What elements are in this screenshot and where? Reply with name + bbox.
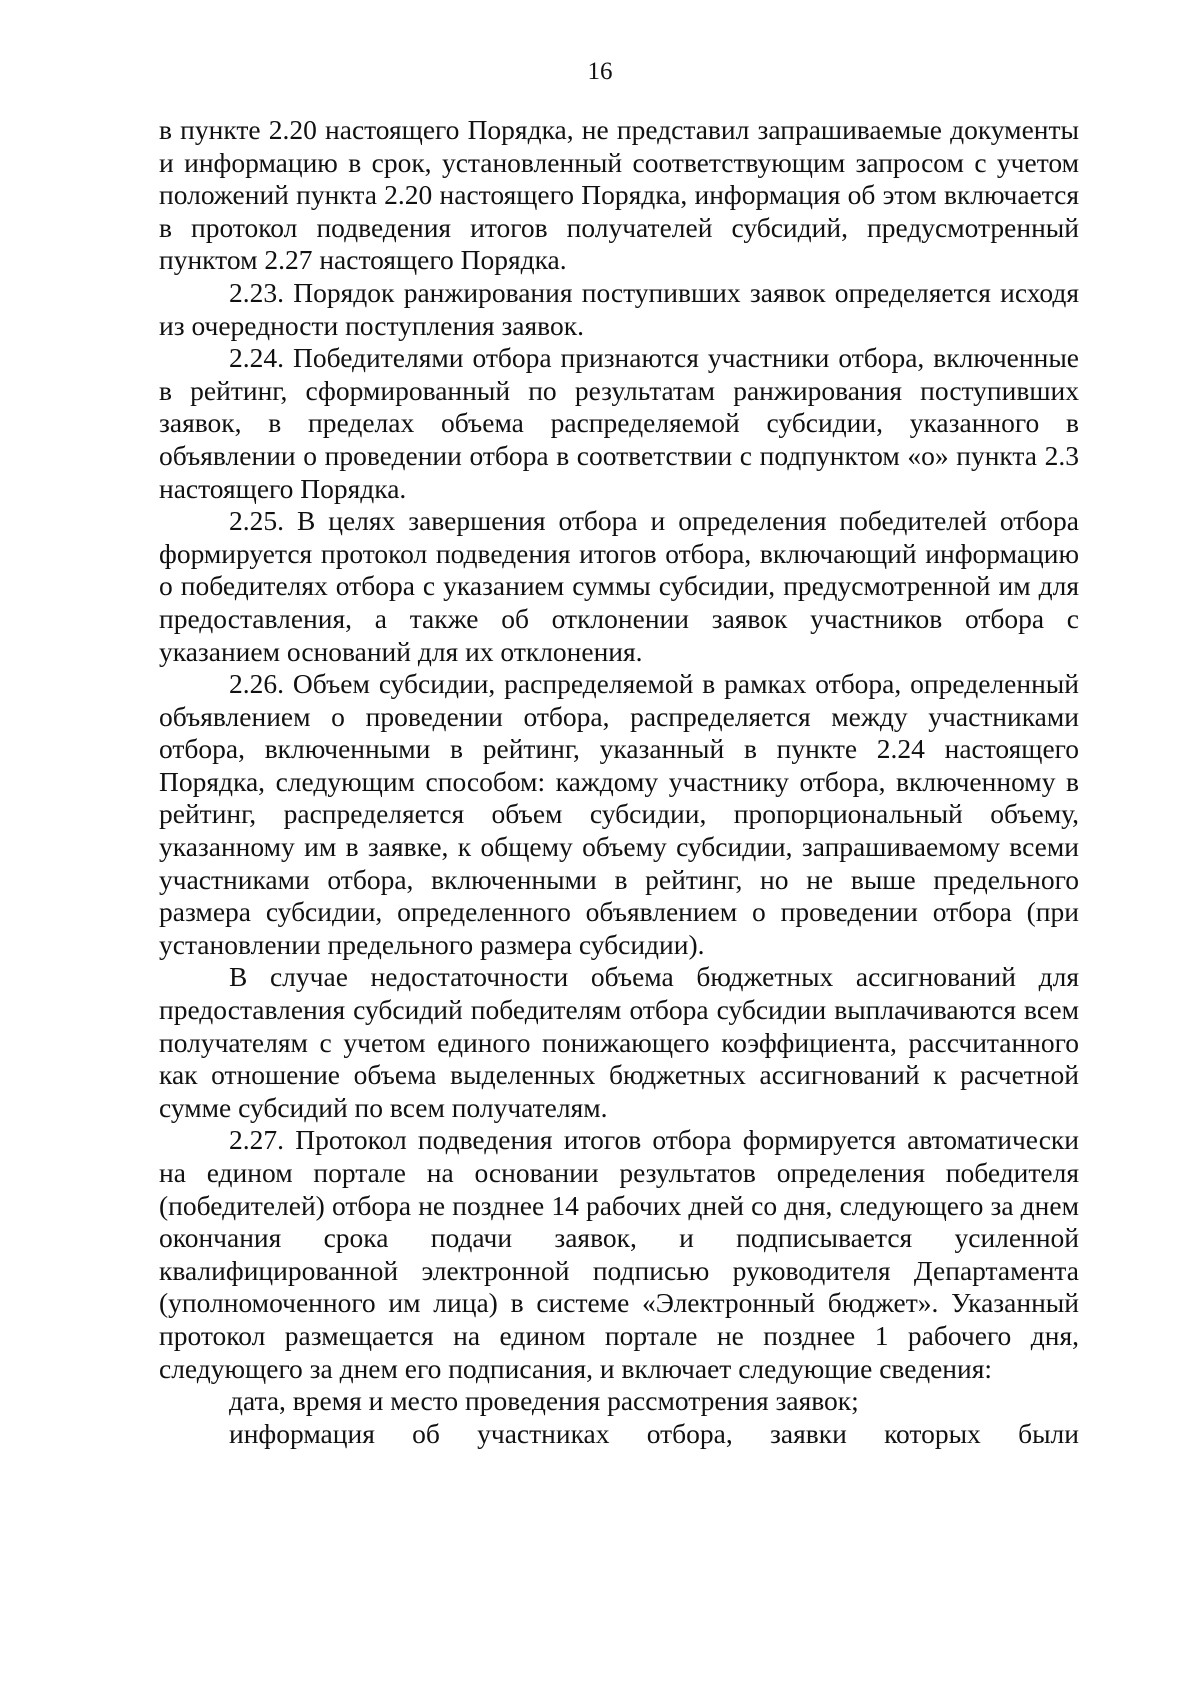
paragraph-2-27: 2.27. Протокол подведения итогов отбора формируется автоматически на едином портале на основании результатов определения победителя (победителей) отбора не позднее 14 рабочих дней со дня, следующего за днем окончания срока подачи заявок, и подписывается усиленной квалифицированной электронной подписью руководителя Департамента (уполномоченного им лица) в системе «Электронный бюджет». Указанный протокол размещается на едином портале не позднее 1 рабочего дня, следующего за днем его подписания, и включает следующие сведения: [159, 1124, 1079, 1384]
paragraph-2-26: 2.26. Объем субсидии, распределяемой в рамках отбора, определенный объявлением о проведении отбора, распределяется между участниками отбора, включенными в рейтинг, указанный в пункте 2.24 настоящего Порядка, следующим способом: каждому участнику отбора, включенному в рейтинг, распределяется объем субсидии, пропорциональный объему, указанному им в заявке, к общему объему субсидии, запрашиваемому всеми участниками отбора, включенными в рейтинг, но не выше предельного размера субсидии, определенного объявлением о проведении отбора (при установлении предельного размера субсидии). [159, 668, 1079, 960]
paragraph-budget-shortage: В случае недостаточности объема бюджетных ассигнований для предоставления субсидий победителям отбора субсидии выплачиваются всем получателям с учетом единого понижающего коэффициента, рассчитанного как отношение объема выделенных бюджетных ассигнований к расчетной сумме субсидий по всем получателям. [159, 961, 1079, 1123]
paragraph-continuation: в пункте 2.20 настоящего Порядка, не представил запрашиваемые документы и информацию в срок, установленный соответствующим запросом с учетом положений пункта 2.20 настоящего Порядка, информация об этом включается в протокол подведения итогов получателей субсидий, предусмотренный пунктом 2.27 настоящего Порядка. [159, 114, 1079, 276]
page-number: 16 [587, 58, 613, 85]
document-body [159, 114, 1079, 1450]
list-item-participants-info: информация об участниках отбора, заявки которых были [229, 1417, 1079, 1449]
list-item-date-time-place: дата, время и место проведения рассмотрения заявок; [229, 1385, 859, 1417]
paragraph-2-25: 2.25. В целях завершения отбора и определения победителей отбора формируется протокол подведения итогов отбора, включающий информацию о победителях отбора с указанием суммы субсидии, предусмотренной им для предоставления, а также об отклонении заявок участников отбора с указанием оснований для их отклонения. [159, 505, 1079, 667]
paragraph-2-24: 2.24. Победителями отбора признаются участники отбора, включенные в рейтинг, сформированный по результатам ранжирования поступивших заявок, в пределах объема распределяемой субсидии, указанного в объявлении о проведении отбора в соответствии с подпунктом «о» пункта 2.3 настоящего Порядка. [159, 342, 1079, 504]
paragraph-2-23: 2.23. Порядок ранжирования поступивших заявок определяется исходя из очередности поступления заявок. [159, 276, 1079, 341]
